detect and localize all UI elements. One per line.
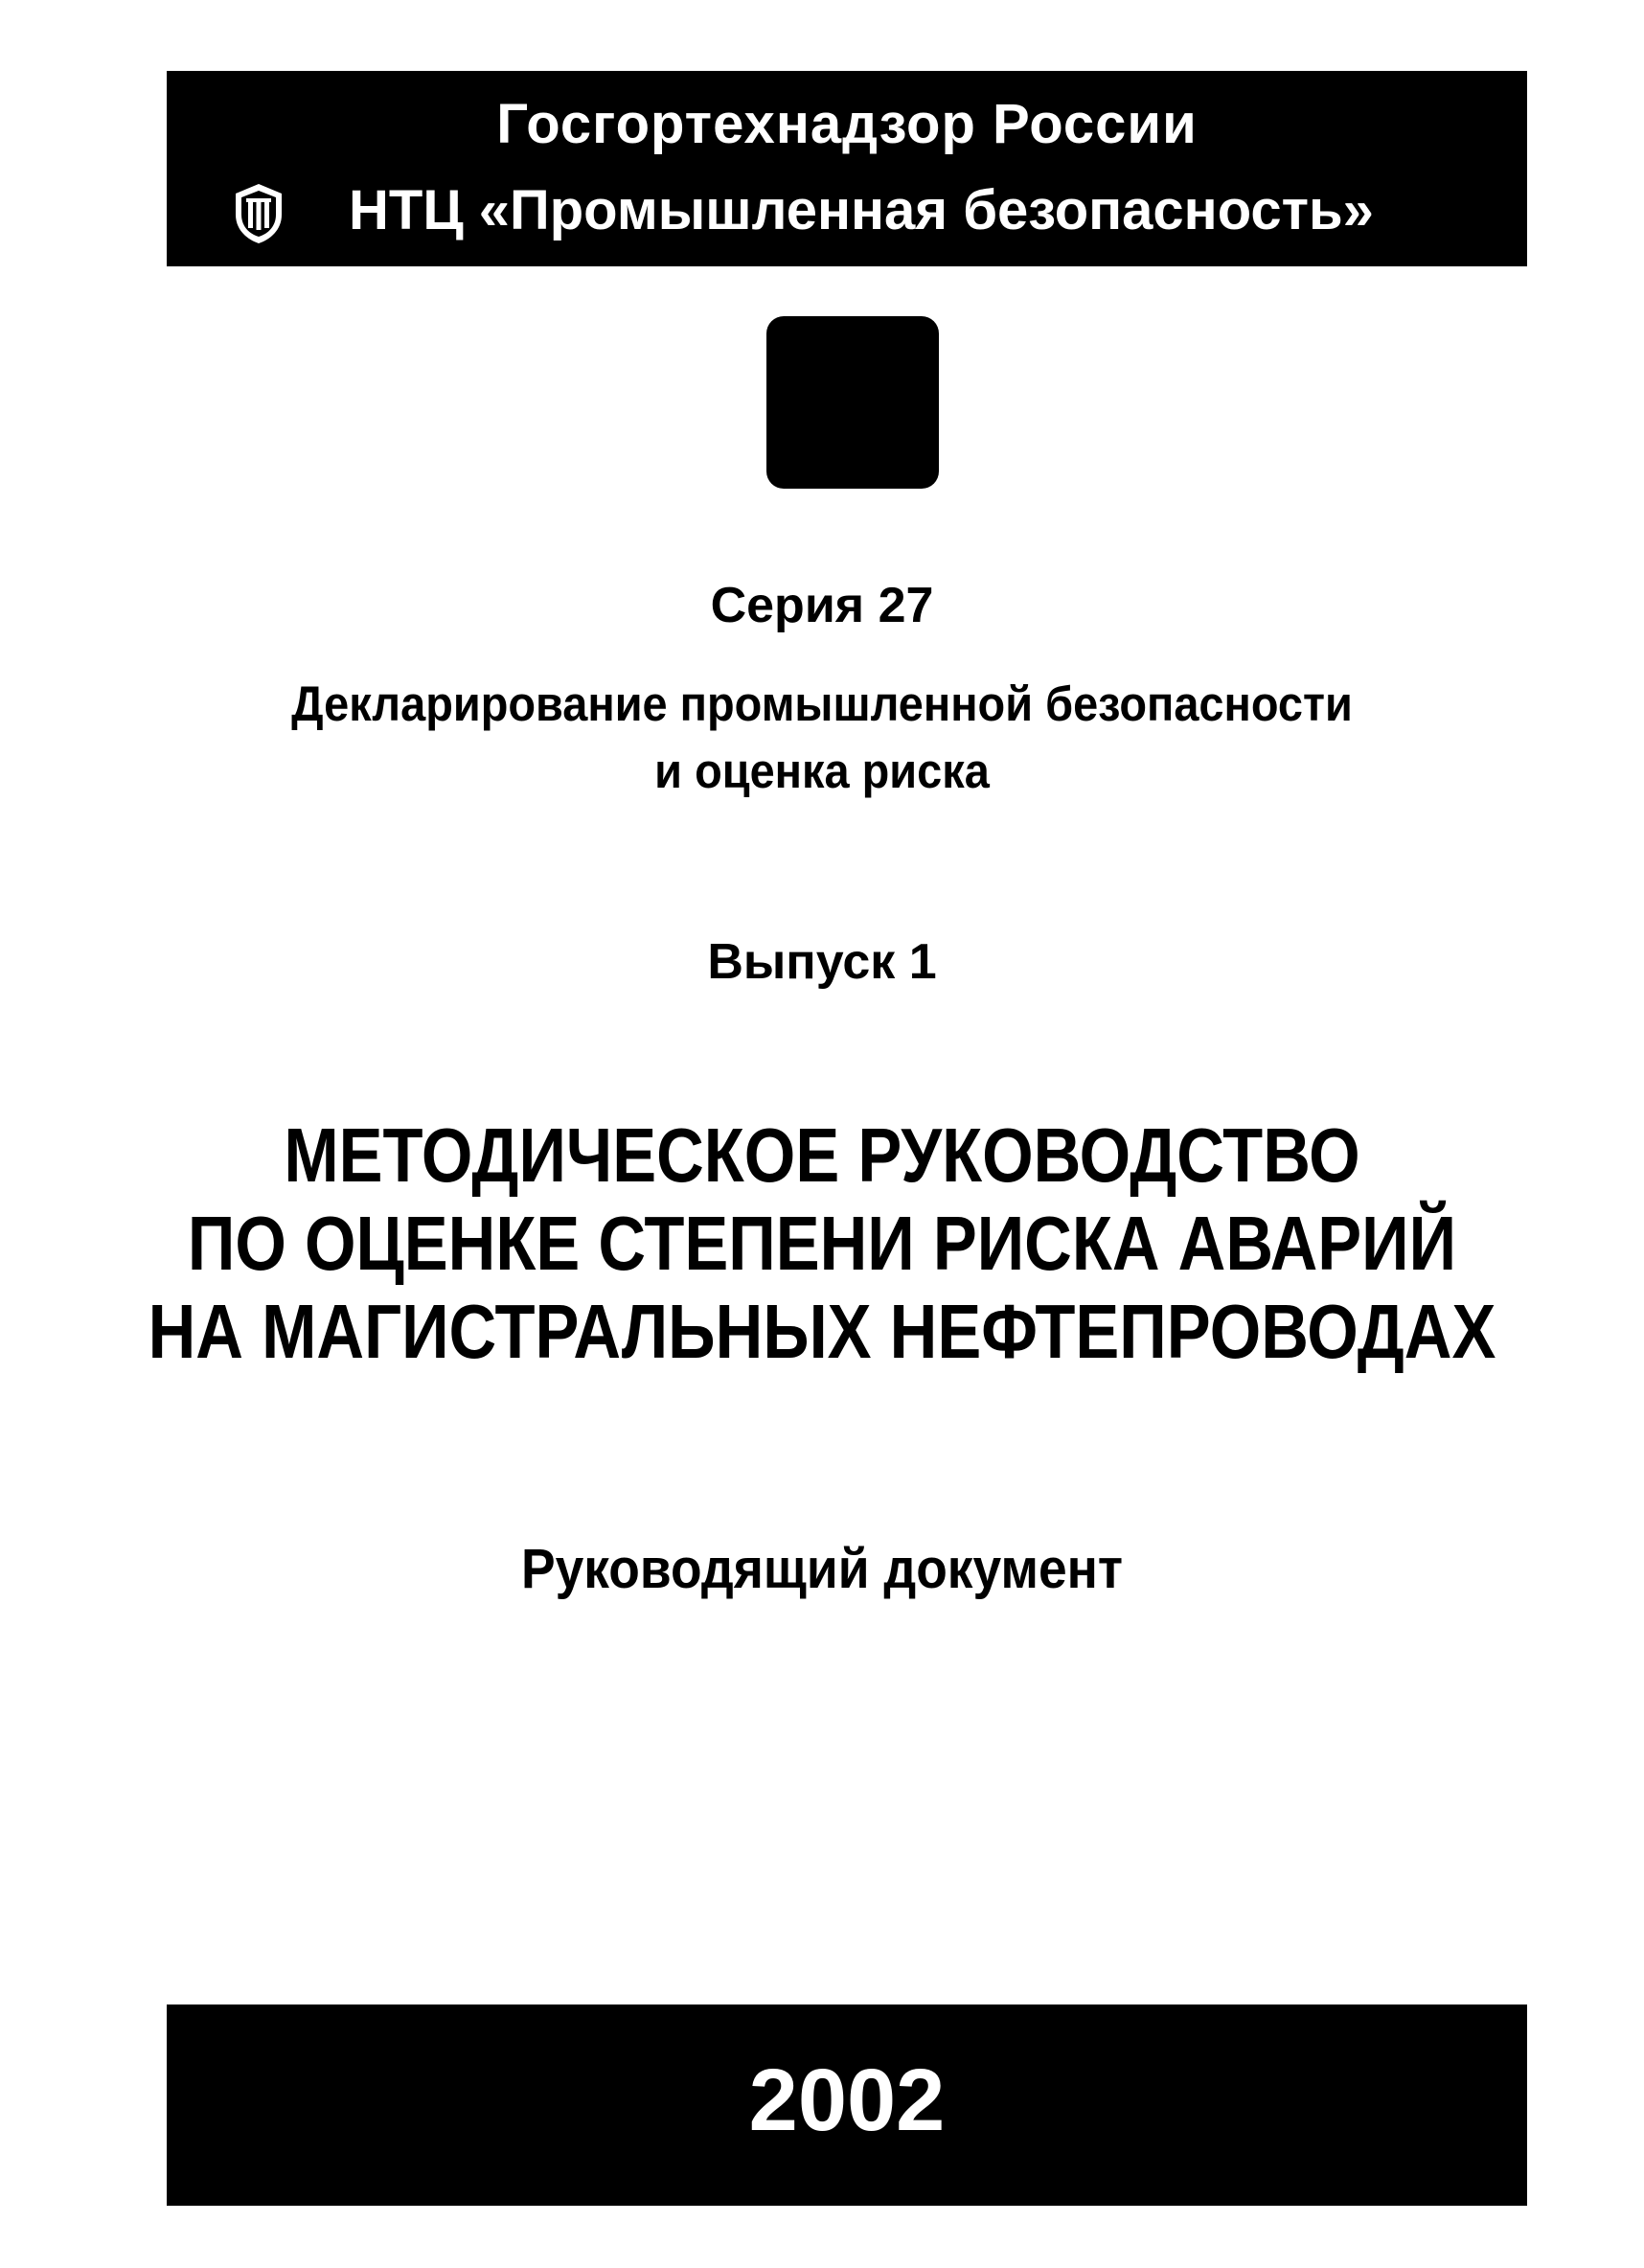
document-type: Руководящий документ — [521, 1538, 1123, 1600]
footer-band — [167, 2005, 1527, 2206]
series-label: Серия 27 — [710, 578, 934, 633]
document-title-line: ПО ОЦЕНКЕ СТЕПЕНИ РИСКА АВАРИЙ — [187, 1201, 1457, 1286]
header-band — [167, 71, 1527, 266]
ntc-emblem-icon — [232, 182, 285, 245]
document-title-line: НА МАГИСТРАЛЬНЫХ НЕФТЕПРОВОДАХ — [148, 1289, 1496, 1374]
series-title-line: Декларирование промышленной безопасности — [291, 676, 1353, 731]
publication-year: 2002 — [748, 2051, 946, 2149]
organization-name: НТЦ «Промышленная безопасность» — [349, 179, 1374, 241]
issue-label: Выпуск 1 — [707, 934, 937, 990]
series-title — [66, 671, 1579, 805]
document-title — [115, 1111, 1529, 1376]
document-title-line: МЕТОДИЧЕСКОЕ РУКОВОДСТВО — [284, 1112, 1360, 1198]
publisher-name: Госгортехнадзор России — [496, 93, 1198, 155]
decorative-square — [766, 316, 939, 489]
series-title-line: и оценка риска — [654, 744, 990, 798]
